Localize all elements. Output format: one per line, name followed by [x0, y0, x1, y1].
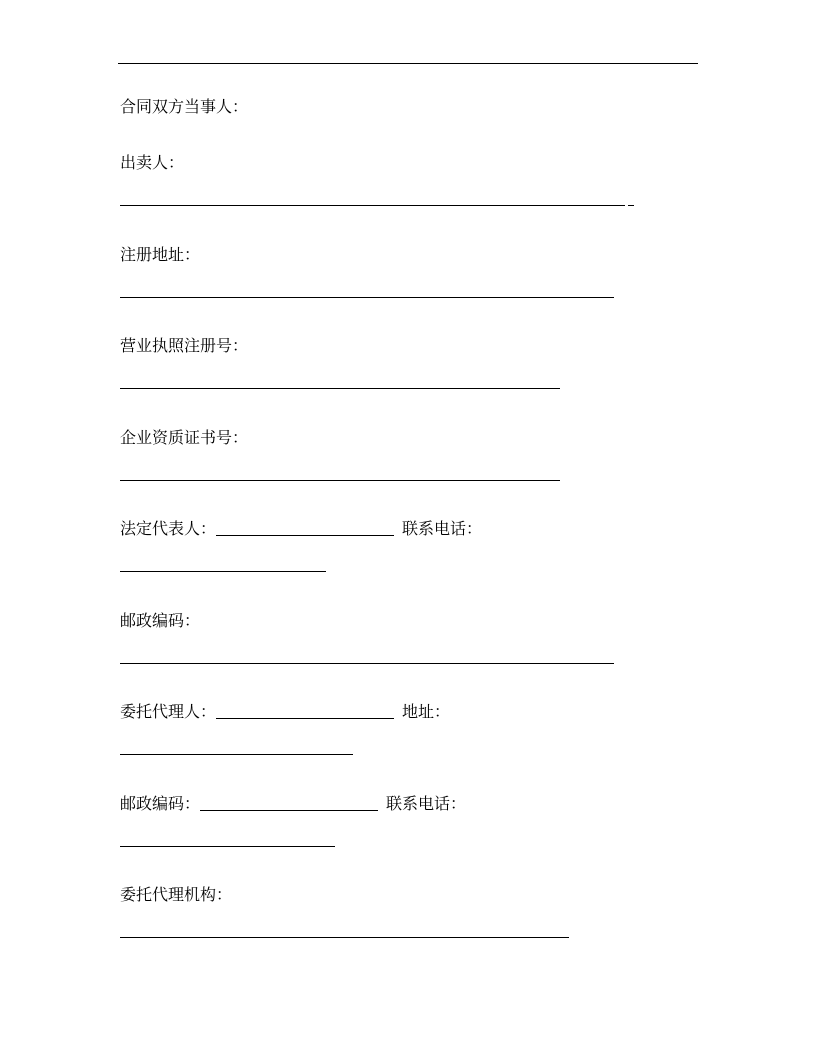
legal-rep-blank[interactable]	[216, 535, 394, 536]
qualification-cert-blank-row	[120, 463, 560, 485]
registered-address-blank[interactable]	[120, 297, 614, 298]
address-blank-row	[120, 737, 353, 759]
contact-phone-2-blank-row	[120, 829, 335, 851]
header-rule	[118, 63, 698, 64]
business-license-label-text: 营业执照注册号：	[120, 336, 249, 355]
registered-address-label	[120, 244, 200, 266]
agency-label-text: 委托代理机构：	[120, 885, 233, 904]
postal-code-1-label-text: 邮政编码：	[120, 611, 201, 630]
business-license-label	[120, 335, 248, 357]
seller-label	[120, 152, 184, 174]
seller-label-text: 出卖人：	[120, 153, 185, 172]
business-license-blank[interactable]	[120, 388, 560, 389]
seller-blank-row	[120, 188, 634, 210]
seller-blank-tail	[628, 205, 634, 206]
qualification-cert-label	[120, 427, 248, 449]
postal-code-1-blank[interactable]	[120, 663, 614, 664]
address-blank[interactable]	[120, 754, 353, 755]
agent-blank[interactable]	[216, 718, 394, 719]
legal-rep-label: 法定代表人：	[120, 519, 217, 538]
agency-blank-row	[120, 920, 569, 942]
legal-rep-row	[120, 518, 482, 540]
parties-heading	[120, 96, 248, 118]
agent-label: 委托代理人：	[120, 702, 217, 721]
contact-phone-2-blank[interactable]	[120, 846, 335, 847]
registered-address-blank-row	[120, 280, 614, 302]
postal-code-2-blank[interactable]	[200, 810, 378, 811]
contact-phone-label-1: 联系电话：	[402, 519, 483, 538]
agent-row	[120, 701, 450, 723]
qualification-cert-label-text: 企业资质证书号：	[120, 428, 249, 447]
postal-code-1-blank-row	[120, 646, 614, 668]
contact-phone-1-blank[interactable]	[120, 571, 326, 572]
contact-phone-label-2: 联系电话：	[386, 794, 467, 813]
qualification-cert-blank[interactable]	[120, 480, 560, 481]
registered-address-label-text: 注册地址：	[120, 245, 201, 264]
seller-blank[interactable]	[120, 205, 625, 206]
postal-code-2-label: 邮政编码：	[120, 794, 201, 813]
postal-code-1-label	[120, 610, 200, 632]
contact-phone-1-blank-row	[120, 554, 326, 576]
agency-label	[120, 884, 232, 906]
address-label: 地址：	[402, 702, 451, 721]
business-license-blank-row	[120, 371, 560, 393]
agency-blank[interactable]	[120, 937, 569, 938]
parties-heading-text: 合同双方当事人：	[120, 97, 249, 116]
postal-code-2-row	[120, 793, 466, 815]
